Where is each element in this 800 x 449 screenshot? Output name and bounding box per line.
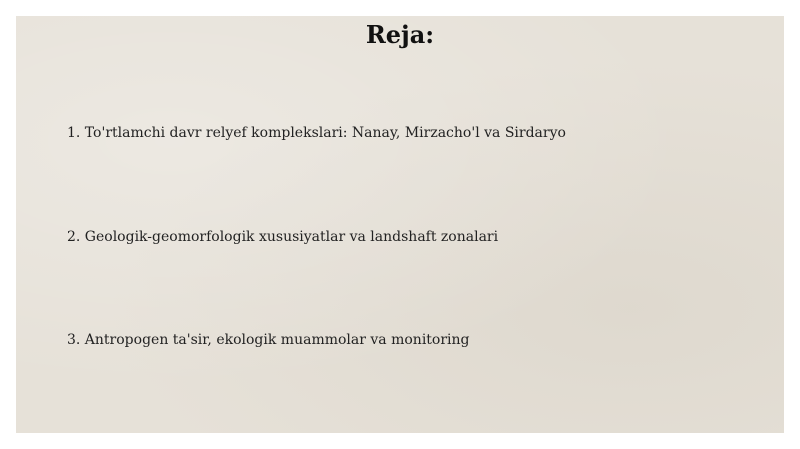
slide [16,16,784,433]
plan-item-1: 1. To'rtlamchi davr relyef komplekslari: Nanay, Mirzacho'l va Sirdaryo [67,125,566,141]
plan-item-2: 2. Geologik-geomorfologik xususiyatlar va landshaft zonalari [67,229,499,245]
plan-item-3: 3. Antropogen ta'sir, ekologik muammolar va monitoring [67,332,470,348]
slide-title: Reja: [365,20,435,49]
